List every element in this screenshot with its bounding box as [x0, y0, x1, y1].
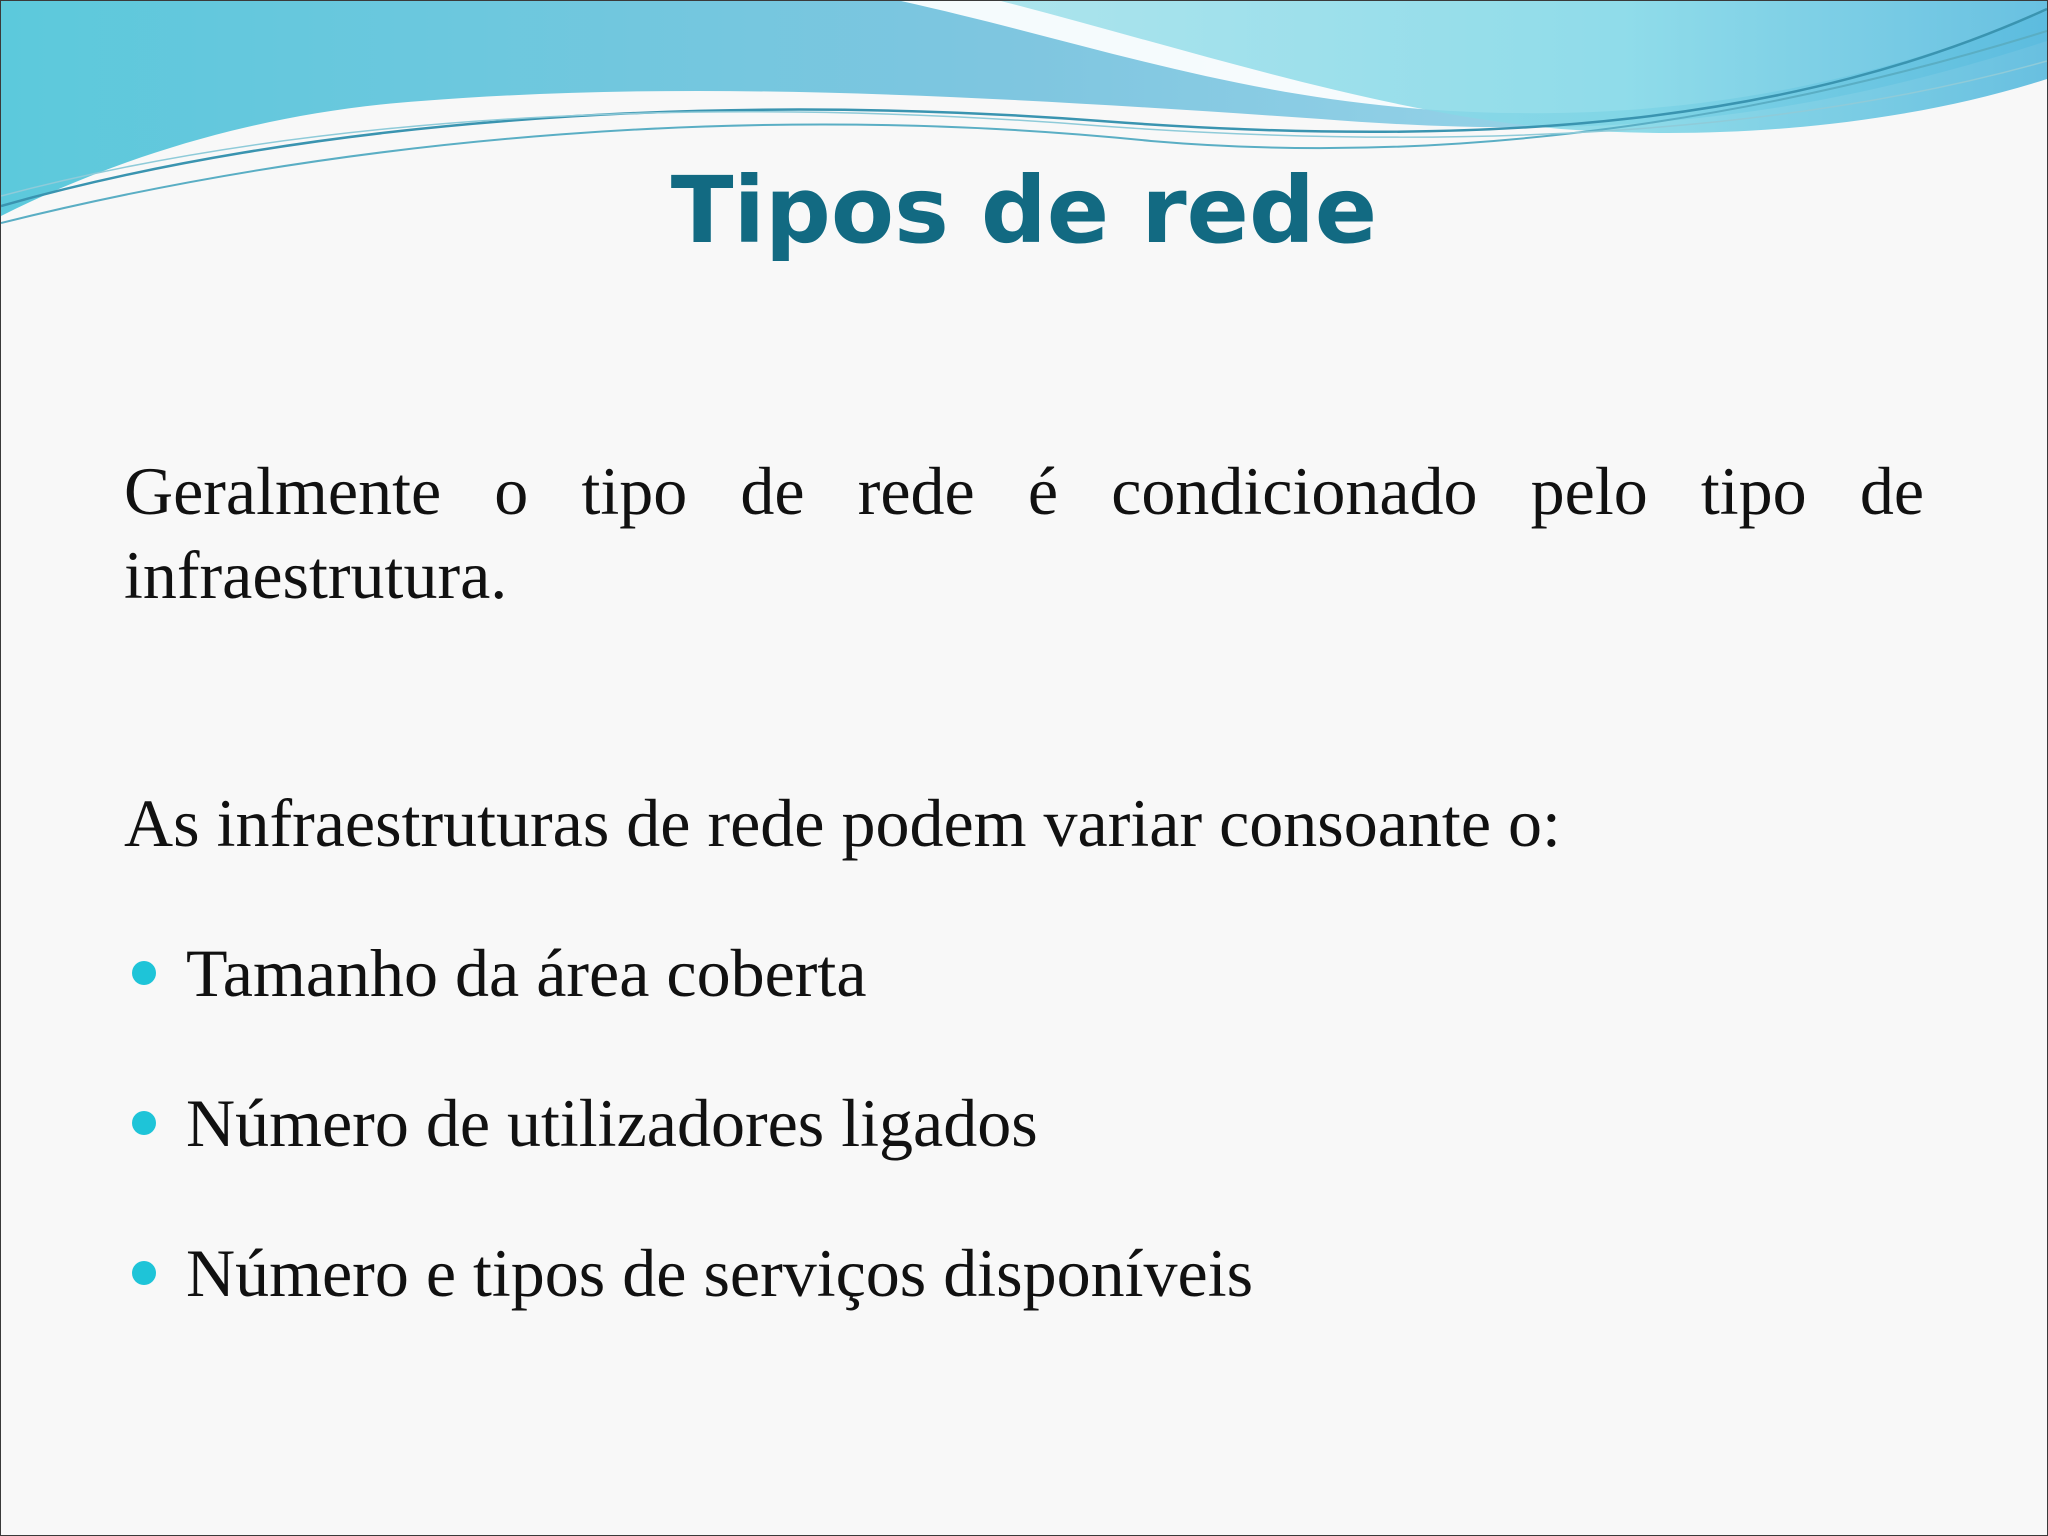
bullet-dot-icon — [132, 1261, 156, 1285]
intro-paragraph: Geralmente o tipo de rede é condicionado pelo tipo de infraestrutura. — [124, 453, 1924, 613]
bullet-dot-icon — [132, 1111, 156, 1135]
bullet-item — [124, 1231, 1974, 1381]
bullet-item — [124, 1081, 1974, 1231]
bullet-text: Número e tipos de serviços disponíveis — [186, 1235, 1254, 1311]
slide-title: Tipos de rede — [670, 157, 1378, 264]
bullet-list — [124, 931, 1974, 1381]
lead-paragraph: As infraestruturas de rede podem variar consoante o: — [124, 785, 1561, 861]
bullet-text: Número de utilizadores ligados — [186, 1085, 1038, 1161]
bullet-item — [124, 931, 1974, 1081]
bullet-dot-icon — [132, 961, 156, 985]
bullet-text: Tamanho da área coberta — [186, 935, 867, 1011]
